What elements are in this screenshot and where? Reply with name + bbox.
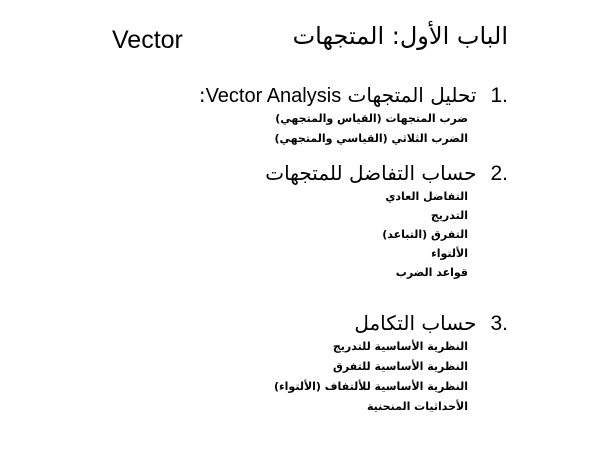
section-heading xyxy=(274,310,508,337)
list-item: النظرية الأساسية للتدريج xyxy=(332,340,468,353)
list-item: قواعد الضرب xyxy=(395,266,468,279)
section-title: حساب التكامل xyxy=(354,311,477,335)
section-vector-analysis xyxy=(199,82,508,149)
section-number: 1. xyxy=(490,84,508,107)
list-item: الألتواء xyxy=(431,247,468,260)
list-item: النظرية الأساسية للألتفاف (الألتواء) xyxy=(274,380,468,393)
list-item: التدريج xyxy=(430,209,468,222)
slide-title xyxy=(108,22,508,62)
section-title-english: Vector Analysis xyxy=(205,85,342,107)
section-title: حساب التفاضل للمتجهات xyxy=(265,161,477,185)
title-english: Vector xyxy=(112,26,183,54)
section-heading xyxy=(199,82,508,109)
list-item: النظرية الأساسية للتفرق xyxy=(332,360,468,373)
list-item: التفرق (التباعد) xyxy=(382,228,468,241)
list-item: الأحداثيات المنحنية xyxy=(367,400,468,413)
list-item: ضرب المتجهات (القياس والمتجهي) xyxy=(275,112,468,125)
section-title xyxy=(199,82,477,109)
section-number: 3. xyxy=(490,312,508,335)
list-item: التفاضل العادي xyxy=(385,190,468,203)
section-heading xyxy=(265,160,508,187)
section-title-arabic: تحليل المتجهات xyxy=(347,83,477,107)
section-vector-differentiation xyxy=(265,160,508,282)
title-arabic: الباب الأول: المتجهات xyxy=(292,22,508,50)
section-title-colon: : xyxy=(198,83,206,107)
list-item: الضرب الثلاثي (القياسي والمتجهي) xyxy=(274,132,468,145)
section-number: 2. xyxy=(490,162,508,185)
section-integration xyxy=(274,310,508,417)
